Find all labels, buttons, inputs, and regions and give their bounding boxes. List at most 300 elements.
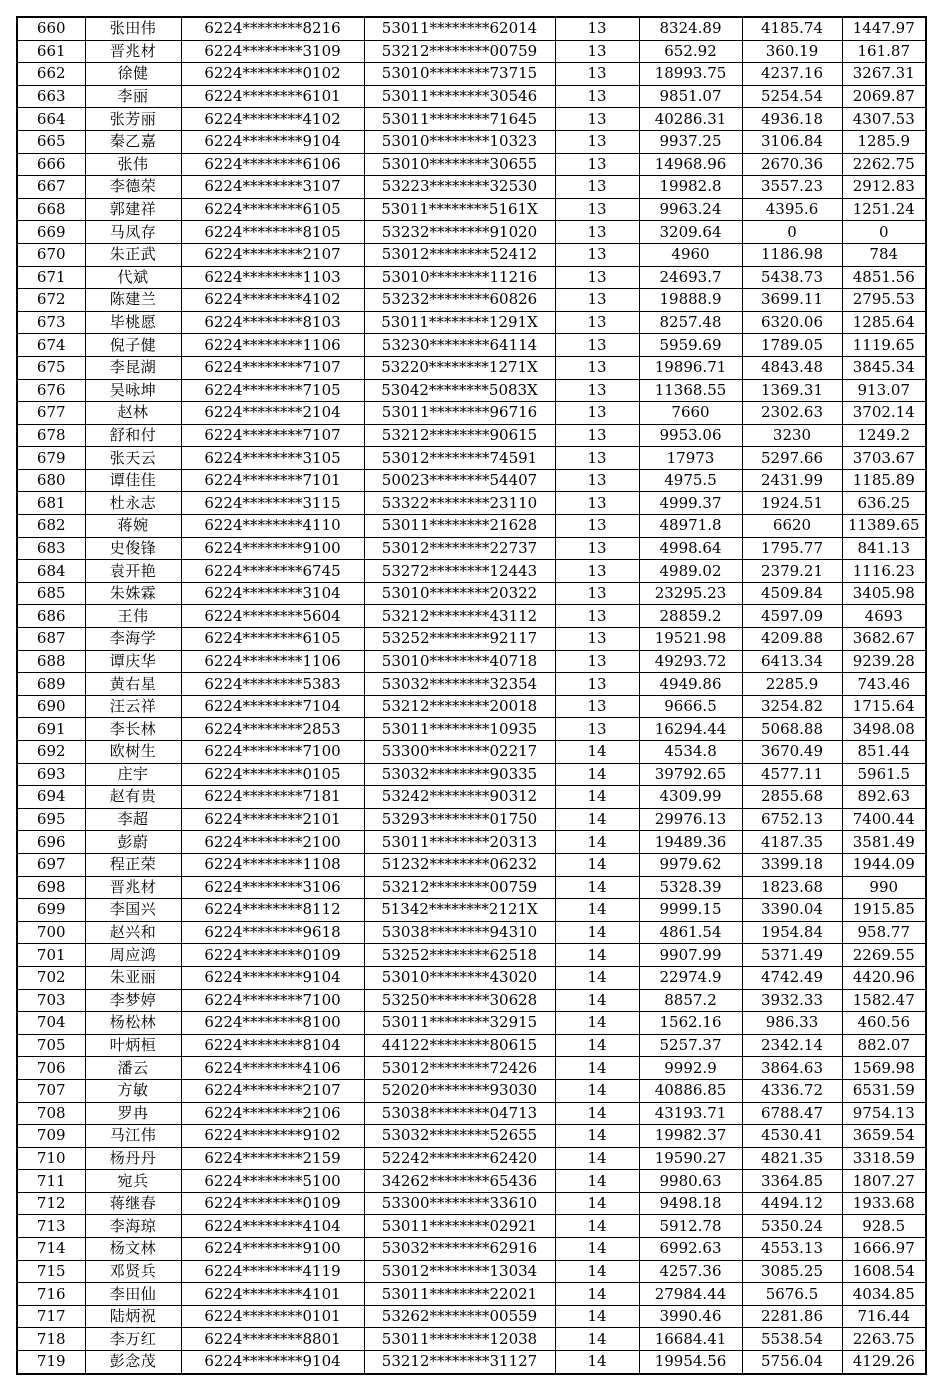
table-row — [17, 944, 926, 967]
amount2-cell: 4494.12 — [742, 1192, 842, 1215]
name-cell: 代斌 — [85, 266, 181, 289]
name-cell: 李德荣 — [85, 176, 181, 199]
table-row — [17, 130, 926, 153]
amount-cell: 9992.9 — [639, 1057, 742, 1080]
id-number-cell: 53032********62916 — [364, 1238, 555, 1261]
table-row — [17, 1079, 926, 1102]
name-cell: 李长林 — [85, 718, 181, 741]
name-cell: 彭蔚 — [85, 831, 181, 854]
amount-cell: 652.92 — [639, 40, 742, 63]
amount2-cell: 6752.13 — [742, 808, 842, 831]
table-body — [17, 17, 926, 1374]
name-cell: 欧树生 — [85, 741, 181, 764]
amount2-cell: 4395.6 — [742, 198, 842, 221]
group-cell: 14 — [555, 876, 639, 899]
amount2-cell: 4843.48 — [742, 356, 842, 379]
id-number-cell: 53300********02217 — [364, 741, 555, 764]
id-number-cell: 53010********43020 — [364, 966, 555, 989]
amount2-cell: 2285.9 — [742, 673, 842, 696]
bank-card-cell: 6224********7100 — [181, 741, 364, 764]
amount-cell: 5959.69 — [639, 334, 742, 357]
bank-card-cell: 6224********9104 — [181, 966, 364, 989]
amount-cell: 8257.48 — [639, 311, 742, 334]
amount2-cell: 3364.85 — [742, 1170, 842, 1193]
row-number-cell: 696 — [17, 831, 85, 854]
amount3-cell: 1807.27 — [842, 1170, 926, 1193]
name-cell: 晋兆材 — [85, 40, 181, 63]
amount3-cell: 1933.68 — [842, 1192, 926, 1215]
id-number-cell: 53011********02921 — [364, 1215, 555, 1238]
id-number-cell: 53212********00759 — [364, 876, 555, 899]
amount-cell: 19521.98 — [639, 628, 742, 651]
id-number-cell: 53242********90312 — [364, 786, 555, 809]
amount2-cell: 4237.16 — [742, 63, 842, 86]
group-cell: 13 — [555, 605, 639, 628]
amount2-cell: 360.19 — [742, 40, 842, 63]
bank-card-cell: 6224********0109 — [181, 944, 364, 967]
row-number-cell: 701 — [17, 944, 85, 967]
id-number-cell: 53212********31127 — [364, 1351, 555, 1374]
amount3-cell: 2912.83 — [842, 176, 926, 199]
data-table — [16, 16, 927, 1375]
group-cell: 14 — [555, 786, 639, 809]
bank-card-cell: 6224********4110 — [181, 515, 364, 538]
amount-cell: 40886.85 — [639, 1079, 742, 1102]
amount3-cell: 851.44 — [842, 741, 926, 764]
amount-cell: 5257.37 — [639, 1034, 742, 1057]
amount3-cell: 161.87 — [842, 40, 926, 63]
row-number-cell: 665 — [17, 130, 85, 153]
group-cell: 13 — [555, 153, 639, 176]
table-row — [17, 311, 926, 334]
name-cell: 罗冉 — [85, 1102, 181, 1125]
group-cell: 13 — [555, 379, 639, 402]
amount2-cell: 6320.06 — [742, 311, 842, 334]
row-number-cell: 711 — [17, 1170, 85, 1193]
group-cell: 14 — [555, 853, 639, 876]
bank-card-cell: 6224********5604 — [181, 605, 364, 628]
amount-cell: 18993.75 — [639, 63, 742, 86]
bank-card-cell: 6224********9100 — [181, 537, 364, 560]
amount3-cell: 4129.26 — [842, 1351, 926, 1374]
bank-card-cell: 6224********6101 — [181, 85, 364, 108]
group-cell: 13 — [555, 243, 639, 266]
id-number-cell: 52020********93030 — [364, 1079, 555, 1102]
amount-cell: 4309.99 — [639, 786, 742, 809]
table-row — [17, 1238, 926, 1261]
amount-cell: 8324.89 — [639, 17, 742, 40]
row-number-cell: 680 — [17, 469, 85, 492]
amount3-cell: 1582.47 — [842, 989, 926, 1012]
table-row — [17, 1147, 926, 1170]
row-number-cell: 663 — [17, 85, 85, 108]
id-number-cell: 50023********54407 — [364, 469, 555, 492]
row-number-cell: 666 — [17, 153, 85, 176]
amount3-cell: 882.07 — [842, 1034, 926, 1057]
row-number-cell: 700 — [17, 921, 85, 944]
amount2-cell: 1954.84 — [742, 921, 842, 944]
name-cell: 张天云 — [85, 447, 181, 470]
table-row — [17, 718, 926, 741]
amount2-cell: 4187.35 — [742, 831, 842, 854]
amount3-cell: 7400.44 — [842, 808, 926, 831]
table-row — [17, 582, 926, 605]
amount-cell: 5912.78 — [639, 1215, 742, 1238]
amount3-cell: 4420.96 — [842, 966, 926, 989]
id-number-cell: 53220********1271X — [364, 356, 555, 379]
group-cell: 13 — [555, 469, 639, 492]
amount-cell: 9937.25 — [639, 130, 742, 153]
table-row — [17, 334, 926, 357]
group-cell: 14 — [555, 1170, 639, 1193]
row-number-cell: 688 — [17, 650, 85, 673]
name-cell: 张芳丽 — [85, 108, 181, 131]
group-cell: 14 — [555, 1147, 639, 1170]
bank-card-cell: 6224********9104 — [181, 1351, 364, 1374]
table-row — [17, 673, 926, 696]
name-cell: 蒋婉 — [85, 515, 181, 538]
name-cell: 宛兵 — [85, 1170, 181, 1193]
amount3-cell: 9239.28 — [842, 650, 926, 673]
bank-card-cell: 6224********0102 — [181, 63, 364, 86]
group-cell: 14 — [555, 899, 639, 922]
group-cell: 13 — [555, 266, 639, 289]
amount2-cell: 1924.51 — [742, 492, 842, 515]
bank-card-cell: 6224********4101 — [181, 1283, 364, 1306]
amount-cell: 9666.5 — [639, 695, 742, 718]
bank-card-cell: 6224********8216 — [181, 17, 364, 40]
group-cell: 13 — [555, 176, 639, 199]
amount-cell: 9498.18 — [639, 1192, 742, 1215]
amount3-cell: 1715.64 — [842, 695, 926, 718]
id-number-cell: 53011********12038 — [364, 1328, 555, 1351]
amount3-cell: 2795.53 — [842, 289, 926, 312]
row-number-cell: 681 — [17, 492, 85, 515]
amount3-cell: 841.13 — [842, 537, 926, 560]
row-number-cell: 694 — [17, 786, 85, 809]
group-cell: 13 — [555, 718, 639, 741]
name-cell: 史俊锋 — [85, 537, 181, 560]
amount3-cell: 3703.67 — [842, 447, 926, 470]
id-number-cell: 53010********73715 — [364, 63, 555, 86]
bank-card-cell: 6224********2104 — [181, 402, 364, 425]
name-cell: 庄宇 — [85, 763, 181, 786]
name-cell: 朱姝霖 — [85, 582, 181, 605]
table-row — [17, 741, 926, 764]
name-cell: 杨文林 — [85, 1238, 181, 1261]
name-cell: 王伟 — [85, 605, 181, 628]
group-cell: 14 — [555, 921, 639, 944]
bank-card-cell: 6224********1106 — [181, 650, 364, 673]
bank-card-cell: 6224********2853 — [181, 718, 364, 741]
amount3-cell: 1447.97 — [842, 17, 926, 40]
name-cell: 朱亚丽 — [85, 966, 181, 989]
table-row — [17, 605, 926, 628]
bank-card-cell: 6224********2159 — [181, 1147, 364, 1170]
amount-cell: 9980.63 — [639, 1170, 742, 1193]
name-cell: 叶炳桓 — [85, 1034, 181, 1057]
bank-card-cell: 6224********9104 — [181, 130, 364, 153]
amount-cell: 16684.41 — [639, 1328, 742, 1351]
name-cell: 赵有贵 — [85, 786, 181, 809]
id-number-cell: 53300********33610 — [364, 1192, 555, 1215]
id-number-cell: 34262********65436 — [364, 1170, 555, 1193]
name-cell: 吴咏坤 — [85, 379, 181, 402]
bank-card-cell: 6224********7107 — [181, 356, 364, 379]
group-cell: 14 — [555, 1057, 639, 1080]
table-row — [17, 63, 926, 86]
group-cell: 13 — [555, 40, 639, 63]
id-number-cell: 53011********96716 — [364, 402, 555, 425]
group-cell: 14 — [555, 1034, 639, 1057]
name-cell: 李梦婷 — [85, 989, 181, 1012]
amount-cell: 6992.63 — [639, 1238, 742, 1261]
id-number-cell: 53011********5161X — [364, 198, 555, 221]
amount-cell: 4949.86 — [639, 673, 742, 696]
table-row — [17, 492, 926, 515]
amount-cell: 16294.44 — [639, 718, 742, 741]
row-number-cell: 693 — [17, 763, 85, 786]
bank-card-cell: 6224********8105 — [181, 221, 364, 244]
id-number-cell: 53262********00559 — [364, 1305, 555, 1328]
amount-cell: 3990.46 — [639, 1305, 742, 1328]
group-cell: 14 — [555, 1238, 639, 1261]
amount2-cell: 3230 — [742, 424, 842, 447]
bank-card-cell: 6224********2106 — [181, 1102, 364, 1125]
row-number-cell: 713 — [17, 1215, 85, 1238]
id-number-cell: 53212********90615 — [364, 424, 555, 447]
row-number-cell: 662 — [17, 63, 85, 86]
row-number-cell: 684 — [17, 560, 85, 583]
bank-card-cell: 6224********8104 — [181, 1034, 364, 1057]
group-cell: 14 — [555, 1260, 639, 1283]
row-number-cell: 670 — [17, 243, 85, 266]
row-number-cell: 719 — [17, 1351, 85, 1374]
amount3-cell: 2263.75 — [842, 1328, 926, 1351]
id-number-cell: 53272********12443 — [364, 560, 555, 583]
bank-card-cell: 6224********7181 — [181, 786, 364, 809]
amount-cell: 4998.64 — [639, 537, 742, 560]
amount-cell: 19896.71 — [639, 356, 742, 379]
table-row — [17, 221, 926, 244]
row-number-cell: 717 — [17, 1305, 85, 1328]
id-number-cell: 53011********22021 — [364, 1283, 555, 1306]
amount-cell: 4534.8 — [639, 741, 742, 764]
table-row — [17, 695, 926, 718]
amount-cell: 17973 — [639, 447, 742, 470]
amount-cell: 1562.16 — [639, 1012, 742, 1035]
bank-card-cell: 6224********6745 — [181, 560, 364, 583]
amount3-cell: 1608.54 — [842, 1260, 926, 1283]
table-row — [17, 1192, 926, 1215]
amount-cell: 19590.27 — [639, 1147, 742, 1170]
row-number-cell: 705 — [17, 1034, 85, 1057]
name-cell: 汪云祥 — [85, 695, 181, 718]
id-number-cell: 53011********62014 — [364, 17, 555, 40]
amount-cell: 9999.15 — [639, 899, 742, 922]
amount2-cell: 1789.05 — [742, 334, 842, 357]
bank-card-cell: 6224********7107 — [181, 424, 364, 447]
bank-card-cell: 6224********1106 — [181, 334, 364, 357]
bank-card-cell: 6224********8103 — [181, 311, 364, 334]
amount2-cell: 4185.74 — [742, 17, 842, 40]
name-cell: 李丽 — [85, 85, 181, 108]
id-number-cell: 53011********71645 — [364, 108, 555, 131]
table-row — [17, 763, 926, 786]
name-cell: 李超 — [85, 808, 181, 831]
amount2-cell: 5297.66 — [742, 447, 842, 470]
amount2-cell: 2342.14 — [742, 1034, 842, 1057]
amount-cell: 9963.24 — [639, 198, 742, 221]
row-number-cell: 707 — [17, 1079, 85, 1102]
bank-card-cell: 6224********7100 — [181, 989, 364, 1012]
amount-cell: 4861.54 — [639, 921, 742, 944]
group-cell: 13 — [555, 582, 639, 605]
row-number-cell: 660 — [17, 17, 85, 40]
row-number-cell: 704 — [17, 1012, 85, 1035]
amount-cell: 43193.71 — [639, 1102, 742, 1125]
group-cell: 13 — [555, 447, 639, 470]
amount-cell: 9851.07 — [639, 85, 742, 108]
id-number-cell: 53232********60826 — [364, 289, 555, 312]
name-cell: 张田伟 — [85, 17, 181, 40]
group-cell: 14 — [555, 741, 639, 764]
table-row — [17, 85, 926, 108]
amount-cell: 19982.8 — [639, 176, 742, 199]
id-number-cell: 53042********5083X — [364, 379, 555, 402]
amount2-cell: 3390.04 — [742, 899, 842, 922]
id-number-cell: 53212********43112 — [364, 605, 555, 628]
amount3-cell: 2069.87 — [842, 85, 926, 108]
table-row — [17, 266, 926, 289]
name-cell: 谭佳佳 — [85, 469, 181, 492]
table-row — [17, 153, 926, 176]
group-cell: 13 — [555, 311, 639, 334]
amount2-cell: 2855.68 — [742, 786, 842, 809]
amount2-cell: 4577.11 — [742, 763, 842, 786]
amount-cell: 19489.36 — [639, 831, 742, 854]
group-cell: 13 — [555, 17, 639, 40]
row-number-cell: 708 — [17, 1102, 85, 1125]
bank-card-cell: 6224********8801 — [181, 1328, 364, 1351]
name-cell: 赵林 — [85, 402, 181, 425]
amount-cell: 24693.7 — [639, 266, 742, 289]
bank-card-cell: 6224********7104 — [181, 695, 364, 718]
name-cell: 陈建兰 — [85, 289, 181, 312]
amount3-cell: 958.77 — [842, 921, 926, 944]
table-row — [17, 786, 926, 809]
group-cell: 13 — [555, 673, 639, 696]
name-cell: 杨丹丹 — [85, 1147, 181, 1170]
id-number-cell: 53232********91020 — [364, 221, 555, 244]
group-cell: 14 — [555, 1305, 639, 1328]
group-cell: 13 — [555, 537, 639, 560]
name-cell: 马凤存 — [85, 221, 181, 244]
amount3-cell: 913.07 — [842, 379, 926, 402]
amount3-cell: 11389.65 — [842, 515, 926, 538]
group-cell: 14 — [555, 1125, 639, 1148]
id-number-cell: 53012********72426 — [364, 1057, 555, 1080]
amount-cell: 4999.37 — [639, 492, 742, 515]
id-number-cell: 53212********00759 — [364, 40, 555, 63]
id-number-cell: 53012********13034 — [364, 1260, 555, 1283]
table-row — [17, 108, 926, 131]
row-number-cell: 671 — [17, 266, 85, 289]
amount-cell: 49293.72 — [639, 650, 742, 673]
table-row — [17, 1170, 926, 1193]
name-cell: 郭建祥 — [85, 198, 181, 221]
name-cell: 李海学 — [85, 628, 181, 651]
row-number-cell: 692 — [17, 741, 85, 764]
amount-cell: 4960 — [639, 243, 742, 266]
id-number-cell: 53010********11216 — [364, 266, 555, 289]
row-number-cell: 686 — [17, 605, 85, 628]
bank-card-cell: 6224********3106 — [181, 876, 364, 899]
amount3-cell: 743.46 — [842, 673, 926, 696]
row-number-cell: 709 — [17, 1125, 85, 1148]
amount2-cell: 4509.84 — [742, 582, 842, 605]
bank-card-cell: 6224********7101 — [181, 469, 364, 492]
id-number-cell: 53032********52655 — [364, 1125, 555, 1148]
id-number-cell: 53032********32354 — [364, 673, 555, 696]
amount2-cell: 5068.88 — [742, 718, 842, 741]
id-number-cell: 53250********30628 — [364, 989, 555, 1012]
table-row — [17, 876, 926, 899]
group-cell: 13 — [555, 402, 639, 425]
name-cell: 邓贤兵 — [85, 1260, 181, 1283]
bank-card-cell: 6224********2107 — [181, 243, 364, 266]
row-number-cell: 716 — [17, 1283, 85, 1306]
group-cell: 14 — [555, 944, 639, 967]
bank-card-cell: 6224********2107 — [181, 1079, 364, 1102]
name-cell: 徐健 — [85, 63, 181, 86]
group-cell: 13 — [555, 108, 639, 131]
table-row — [17, 853, 926, 876]
name-cell: 李海琼 — [85, 1215, 181, 1238]
table-row — [17, 921, 926, 944]
table-row — [17, 537, 926, 560]
amount-cell: 4989.02 — [639, 560, 742, 583]
table-row — [17, 1102, 926, 1125]
amount3-cell: 1666.97 — [842, 1238, 926, 1261]
amount2-cell: 5756.04 — [742, 1351, 842, 1374]
amount3-cell: 1119.65 — [842, 334, 926, 357]
row-number-cell: 703 — [17, 989, 85, 1012]
id-number-cell: 53212********20018 — [364, 695, 555, 718]
group-cell: 14 — [555, 1283, 639, 1306]
row-number-cell: 715 — [17, 1260, 85, 1283]
row-number-cell: 690 — [17, 695, 85, 718]
name-cell: 毕桃愿 — [85, 311, 181, 334]
table-row — [17, 1125, 926, 1148]
name-cell: 程正荣 — [85, 853, 181, 876]
bank-card-cell: 6224********4104 — [181, 1215, 364, 1238]
group-cell: 14 — [555, 831, 639, 854]
id-number-cell: 53010********10323 — [364, 130, 555, 153]
id-number-cell: 53032********90335 — [364, 763, 555, 786]
row-number-cell: 702 — [17, 966, 85, 989]
bank-card-cell: 6224********3105 — [181, 447, 364, 470]
amount2-cell: 6620 — [742, 515, 842, 538]
table-row — [17, 447, 926, 470]
amount-cell: 4257.36 — [639, 1260, 742, 1283]
amount-cell: 19982.37 — [639, 1125, 742, 1148]
amount2-cell: 1823.68 — [742, 876, 842, 899]
amount3-cell: 3659.54 — [842, 1125, 926, 1148]
id-number-cell: 53038********94310 — [364, 921, 555, 944]
table-row — [17, 356, 926, 379]
amount2-cell: 3106.84 — [742, 130, 842, 153]
